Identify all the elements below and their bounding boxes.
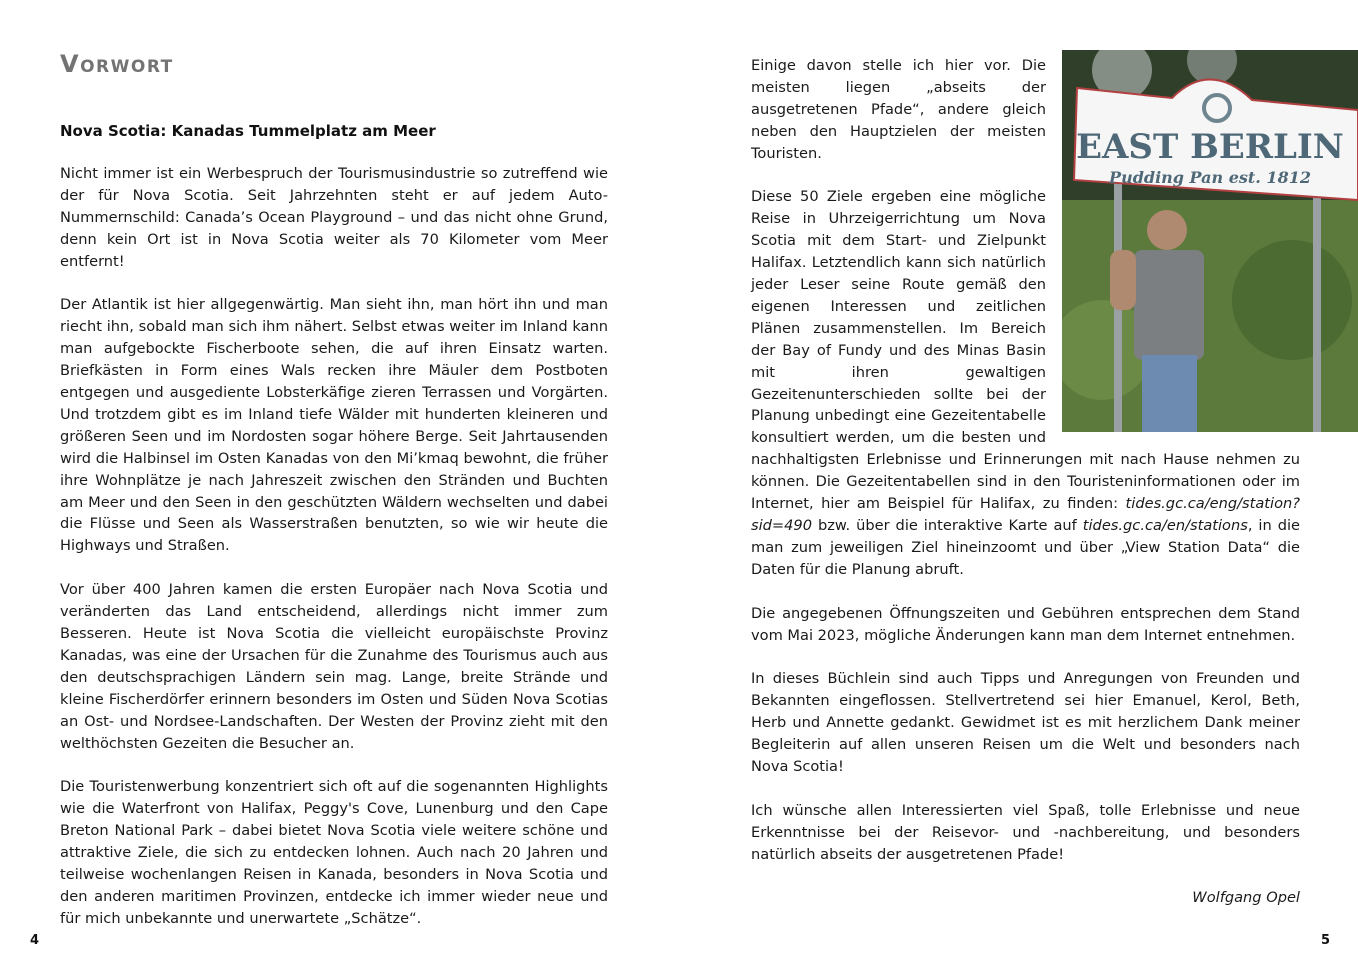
paragraph: Die angegebenen Öffnungszeiten und Gebühren entsprechen dem Stand vom Mai 2023, mögliche Änderungen kann man dem Internet entnehmen. xyxy=(751,604,1300,644)
sign-title: EAST BERLIN xyxy=(1076,127,1344,167)
east-berlin-sign-photo xyxy=(1062,50,1358,432)
right-body-text xyxy=(751,55,1344,931)
tides-stations-link: tides.gc.ca/en/stations xyxy=(1082,517,1248,535)
sign-subtitle: Pudding Pan est. 1812 xyxy=(1109,168,1311,187)
paragraph: Ich wünsche allen Interessierten viel Spaß, tolle Erlebnisse und neue Erkenntnisse bei der Reisevor- und -nachbereitung, und besonders natürlich abseits der ausgetretenen Pfade! xyxy=(751,801,1300,863)
paragraph: Der Atlantik ist hier allgegenwärtig. Man sieht ihn, man hört ihn und man riecht ihn, sobald man sich ihm nähert. Selbst etwas weiter im Inland kann man aufgebockte Fischerboote sehen, die auf ihren Einsatz warten. Briefkästen in Form eines Wals recken ihre Mäuler dem Postboten entgegen und ausgediente Lobsterkäfige zieren Terrassen und Vorgärten. Und trotzdem gibt es im Inland tiefe Wälder mit hunderten kleineren und größeren Seen und im Nordosten sogar höhere Berge. Seit Jahrtausenden wird die Halbinsel im Osten Kanadas von den Mi’kmaq bewohnt, die früher ihre Wohnplätze je nach Jahreszeit zwischen den Stränden und Buchten am Meer und den Seen in den geschützten Wäldern wechselten und dabei die Flüsse und Seen als Wasserstraßen benutzten, so wie wir heute die Highways und Straßen. xyxy=(60,296,608,555)
paragraph: Nicht immer ist ein Werbespruch der Tourismusindustrie so zutreffend wie der für Nova Scotia. Seit Jahrzehnten steht er auf jedem Auto-Nummernschild: Canada’s Ocean Playground – und das nicht ohne Grund, denn kein Ort ist in Nova Scotia weiter als 70 Kilometer vom Meer entfernt! xyxy=(60,165,608,270)
tides-station-link: tides.gc.ca/eng/station?sid=490 xyxy=(751,495,1300,535)
left-body-text xyxy=(60,163,608,952)
paragraph: Die Touristenwerbung konzentriert sich oft auf die sogenannten Highlights wie die Waterfront von Halifax, Peggy's Cove, Lunenburg und den Cape Breton National Park – dabei bietet Nova Scotia viele weitere schöne und attraktive Ziele, die sich zu entdecken lohnen. Auch nach 20 Jahren und teilweise wochenlangen Reisen in Kanada, besonders in Nova Scotia und den anderen maritimen Provinzen, entdecke ich immer wieder neue und für mich unbekannte und unerwartete „Schätze“. xyxy=(60,778,608,927)
section-subheading: Nova Scotia: Kanadas Tummelplatz am Meer xyxy=(60,122,436,140)
paragraph: Vor über 400 Jahren kamen die ersten Europäer nach Nova Scotia und veränderten das Land entscheidend, allerdings nicht immer zum Besseren. Heute ist Nova Scotia die vielleicht europäischste Provinz Kanadas, was eine der Ursachen für die Zunahme des Tourismus auch aus den deutschsprachigen Ländern sein mag. Lange, breite Strände und kleine Fischerdörfer erinnern besonders im Osten und Süden Nova Scotias an Ost- und Nordsee-Landschaften. Der Westen der Provinz zieht mit den welthöchsten Gezeiten die Besucher an. xyxy=(60,581,608,752)
page-title: Vorwort xyxy=(60,50,174,78)
page-number-right: 5 xyxy=(1321,933,1331,948)
paragraph: Einige davon stelle ich hier vor. Die meisten liegen „abseits der ausgetretenen Pfade“, andere gleich neben den Hauptzielen der meisten Touristen. xyxy=(751,57,1046,162)
paragraph: In dieses Büchlein sind auch Tipps und Anregungen von Freunden und Bekannten eingeflossen. Stellvertretend sei hier Emanuel, Kerol, Beth, Herb und Annette gedankt. Gewidmet ist es mit herzlichem Dank meiner Begleiterin auf allen unseren Reisen um die Welt und besonders nach Nova Scotia! xyxy=(751,670,1300,775)
author-signature: Wolfgang Opel xyxy=(1192,889,1300,907)
page-number-left: 4 xyxy=(30,933,40,948)
paragraph-tides: Diese 50 Ziele ergeben eine mögliche Reise in Uhrzeigerrichtung um Nova Scotia mit dem Start- und Zielpunkt Halifax. Letztendlich kann sich natürlich jeder Leser seine Route gemäß den eigenen Interessen und zeitlichen Plänen zusammenstellen. Im Bereich der Bay of Fundy und des Minas Basin mit ihren gewaltigen Gezeitenunterschieden sollte bei der Planung unbedingt eine Gezeitentabelle konsultiert werden, um die besten und nachhaltigsten Erlebnisse und Erinnerungen mit nach Hause nehmen zu können. Die Gezeitentabellen sind in den Touristeninformationen oder im Internet, hier am Beispiel für Halifax, zu finden: tides.gc.ca/eng/station?sid=490 bzw. über die interaktive Karte auf tides.gc.ca/en/stations, in die man zum jeweiligen Ziel hineinzoomt und über „View Station Data“ die Daten für die Planung abruft. xyxy=(751,188,1300,578)
